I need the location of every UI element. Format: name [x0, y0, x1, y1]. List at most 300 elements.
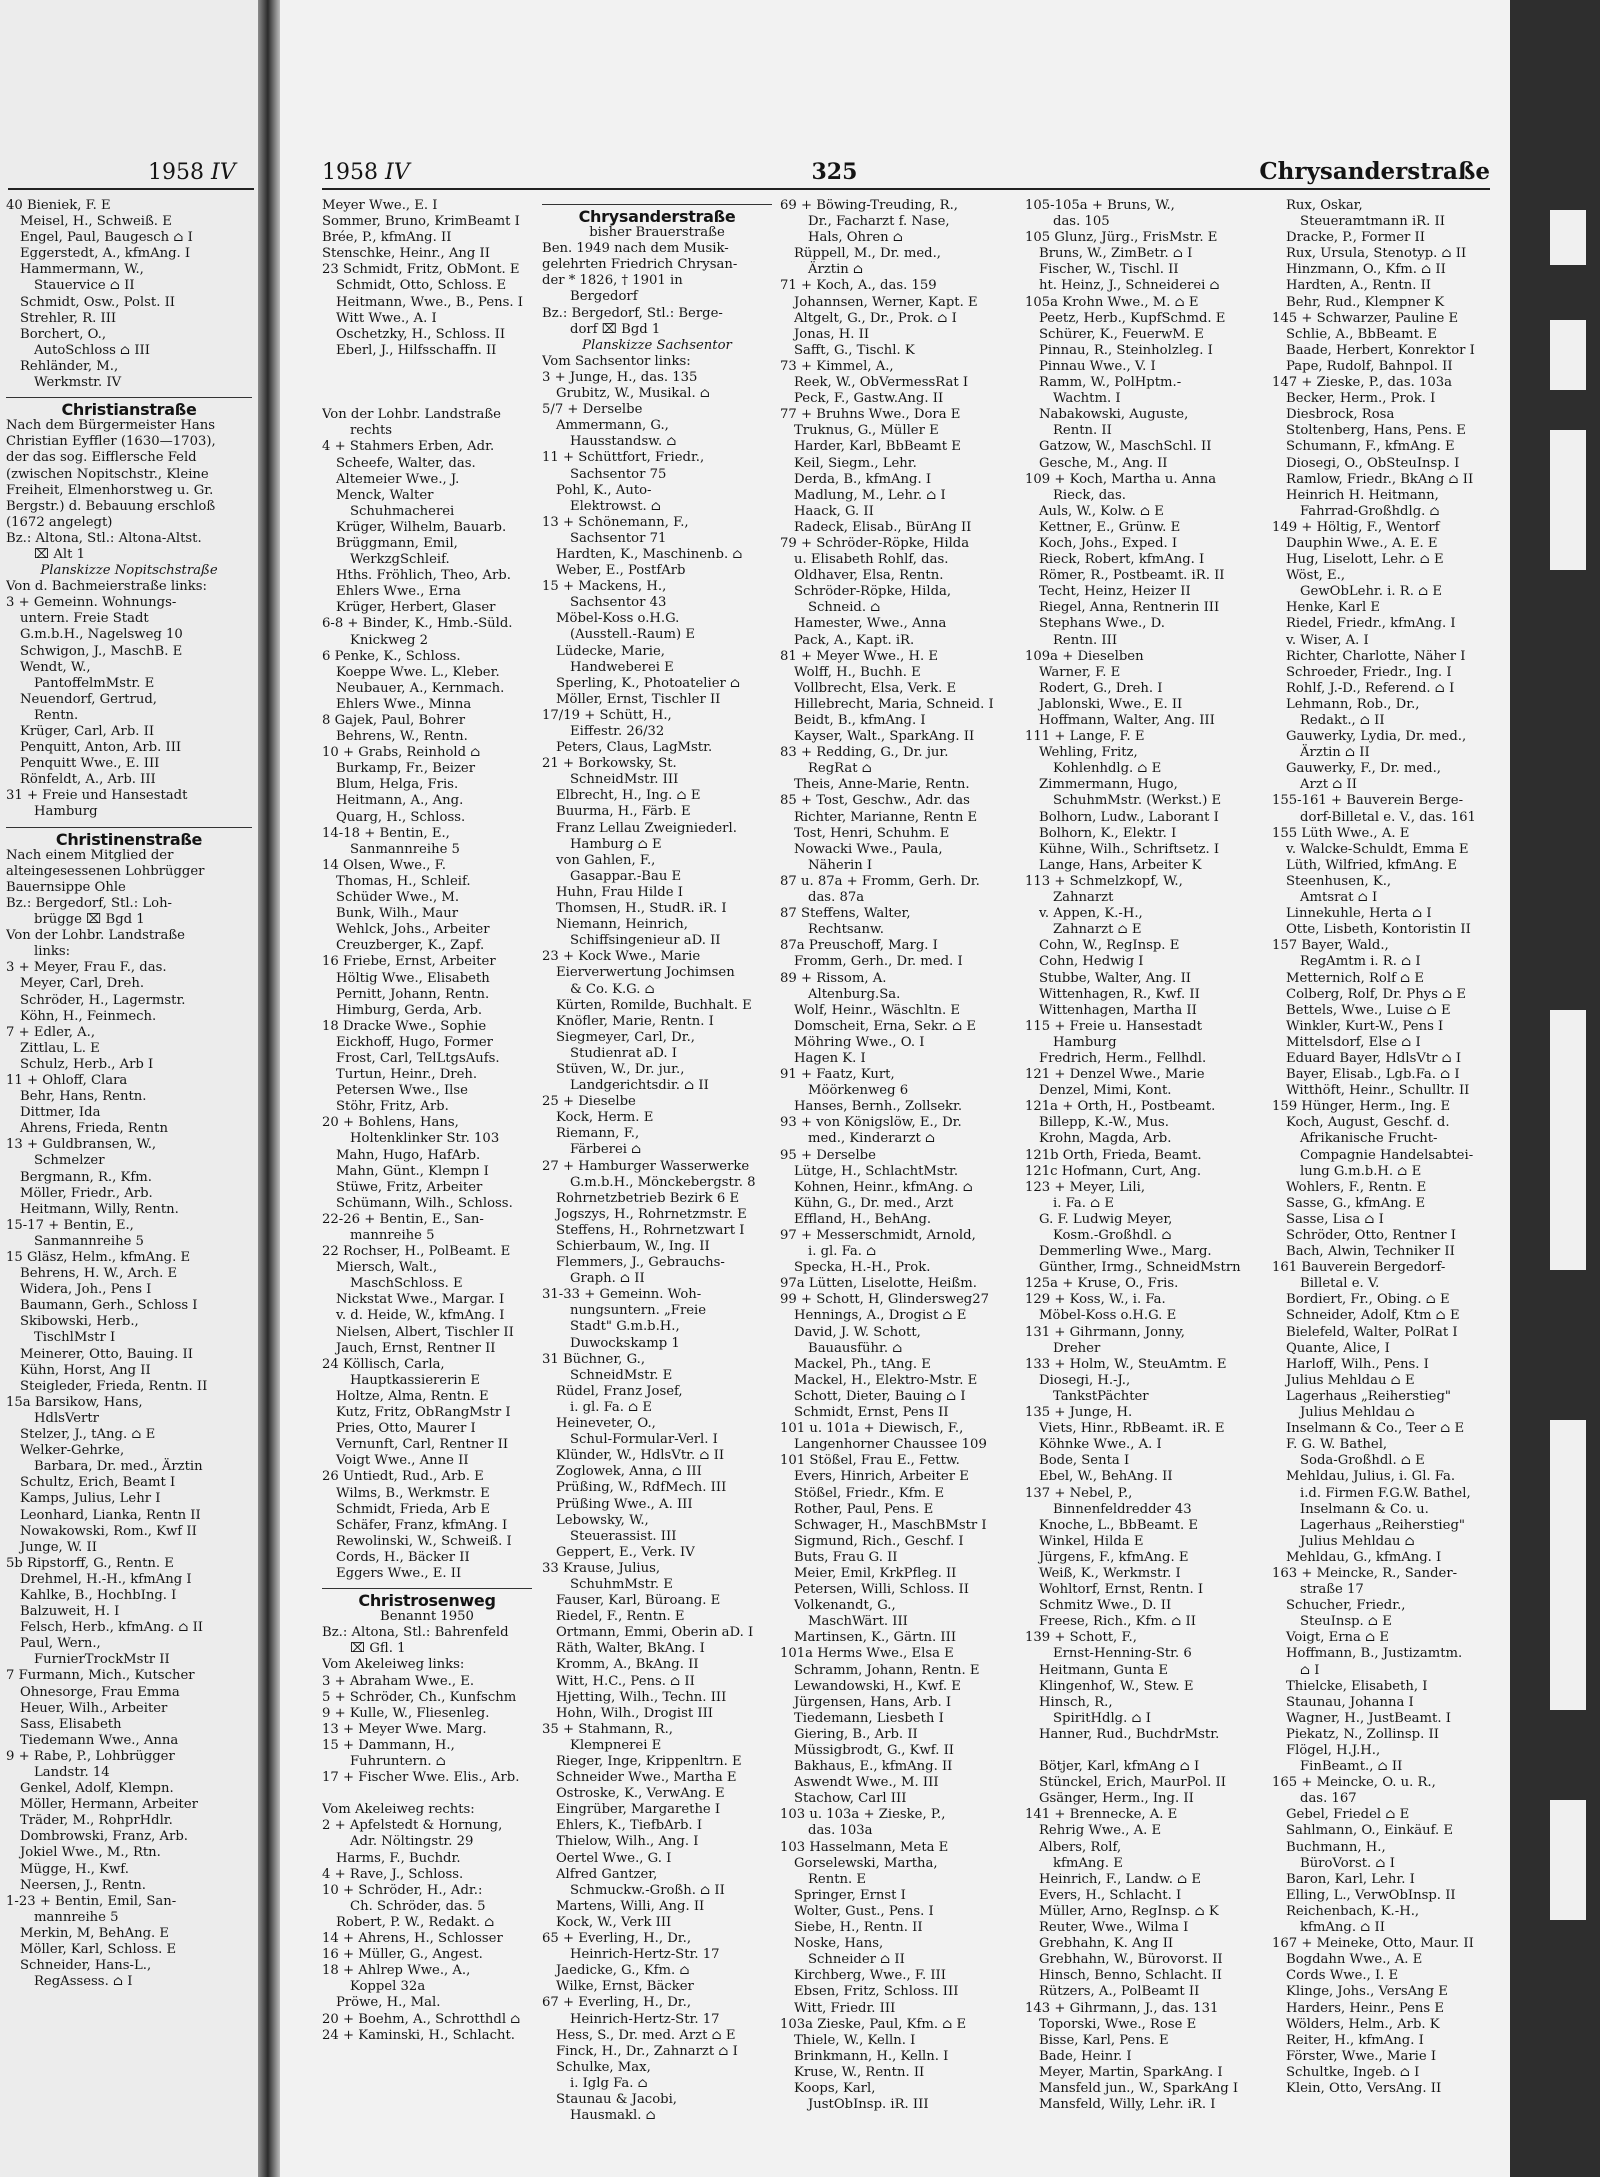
- directory-entry: Schneider, Hans-L.,: [20, 1958, 152, 1974]
- directory-entry: Otte, Lisbeth, Kontoristin II: [1286, 922, 1471, 938]
- directory-entry: Turtun, Heinr., Dreh.: [336, 1067, 478, 1083]
- directory-entry: Witthöft, Heinr., Schulltr. II: [1286, 1083, 1470, 1099]
- directory-entry: Harms, F., Buchdr.: [336, 1850, 461, 1866]
- directory-entry: Warner, F. E: [1039, 664, 1121, 680]
- directory-entry: Eduard Bayer, HdlsVtr ⌂ I: [1286, 1050, 1462, 1066]
- directory-entry: Baron, Karl, Lehr. I: [1286, 1871, 1415, 1887]
- directory-entry: Schmelzer: [34, 1153, 105, 1169]
- directory-entry: Eierverwertung Jochimsen: [556, 965, 735, 981]
- directory-entry: Neubauer, A., Kernmach.: [336, 680, 505, 696]
- directory-entry: 27 + Hamburger Wasserwerke: [542, 1158, 750, 1174]
- directory-entry: Elbrecht, H., Ing. ⌂ E: [556, 788, 701, 804]
- directory-column-3: [780, 198, 1015, 2163]
- directory-entry: 149 + Höltig, F., Wentorf: [1272, 519, 1440, 535]
- directory-entry: Bettels, Wwe., Luise ⌂ E: [1286, 1002, 1451, 1018]
- directory-entry: Hamburg: [34, 804, 98, 820]
- directory-entry: i.d. Firmen F.G.W. Bathel,: [1300, 1485, 1471, 1501]
- directory-entry: Mansfeld, Willy, Lehr. iR. I: [1039, 2097, 1216, 2113]
- directory-entry: Brüggmann, Emil,: [336, 535, 458, 551]
- directory-entry: 103 u. 103a + Zieske, P.,: [780, 1807, 946, 1823]
- directory-entry: Voigt Wwe., Anne II: [336, 1453, 469, 1469]
- directory-entry: Werkmstr. IV: [34, 375, 122, 391]
- directory-entry: kfmAng. E: [1053, 1855, 1123, 1871]
- directory-entry: Sasse, G., kfmAng. E: [1286, 1195, 1426, 1211]
- directory-entry: Pape, Rudolf, Bahnpol. II: [1286, 358, 1453, 374]
- directory-entry: Schneider Wwe., Martha E: [556, 1770, 737, 1786]
- directory-entry: Bogdahn Wwe., A. E: [1286, 1952, 1423, 1968]
- directory-entry: Hanner, Rud., BuchdrMstr.: [1039, 1726, 1220, 1742]
- directory-entry: HdlsVertr: [34, 1410, 99, 1426]
- directory-entry: Reichenbach, K.-H.,: [1286, 1903, 1420, 1919]
- directory-entry: & Co. K.G. ⌂: [570, 981, 655, 997]
- directory-entry: das. 105: [1053, 214, 1110, 230]
- directory-entry: Klein, Otto, VersAng. II: [1286, 2080, 1442, 2096]
- directory-entry: 15-17 + Bentin, E.,: [6, 1217, 134, 1233]
- directory-entry: Dreher: [1053, 1340, 1101, 1356]
- page-number: 325: [811, 159, 858, 185]
- directory-entry: Eingrüber, Margarethe I: [556, 1802, 721, 1818]
- directory-entry: Fahrrad-Großhdlg. ⌂: [1300, 503, 1440, 519]
- directory-entry: 137 + Nebel, P.,: [1025, 1485, 1133, 1501]
- directory-entry: Ch. Schröder, das. 5: [350, 1898, 486, 1914]
- directory-entry: Rechtsanw.: [808, 922, 884, 938]
- directory-entry: Ärztin ⌂: [808, 262, 864, 278]
- directory-entry: Gesche, M., Ang. II: [1039, 455, 1168, 471]
- directory-entry: Heuer, Wilh., Arbeiter: [20, 1700, 168, 1716]
- directory-entry: Steffens, H., Rohrnetzwart I: [556, 1222, 745, 1238]
- directory-entry: Bz.: Altona, Stl.: Bahrenfeld: [322, 1625, 509, 1641]
- directory-entry: Kohlenhdlg. ⌂ E: [1053, 761, 1162, 777]
- directory-entry: straße 17: [1300, 1582, 1364, 1598]
- directory-entry: Buchmann, H.,: [1286, 1839, 1386, 1855]
- directory-entry: Möbel-Koss o.H.G. E: [1039, 1308, 1177, 1324]
- directory-entry: Finck, H., Dr., Zahnarzt ⌂ I: [556, 2043, 738, 2059]
- directory-entry: Schulke, Max,: [556, 2059, 651, 2075]
- directory-entry: Ernst-Henning-Str. 6: [1053, 1646, 1192, 1662]
- directory-entry: dorf ⌧ Bgd 1: [570, 321, 661, 337]
- directory-entry: Dr., Facharzt f. Nase,: [808, 214, 950, 230]
- directory-entry: Behr, Rud., Klempner K: [1286, 294, 1445, 310]
- directory-entry: lung G.m.b.H. ⌂ E: [1300, 1163, 1422, 1179]
- directory-entry: Kettner, E., Grünw. E: [1039, 519, 1181, 535]
- directory-entry: Bergedorf: [570, 289, 638, 305]
- directory-entry: Handweberei E: [570, 659, 674, 675]
- directory-entry: Albers, Rolf,: [1039, 1839, 1122, 1855]
- directory-entry: Schultz, Erich, Beamt I: [20, 1475, 176, 1491]
- directory-entry: Möhring Wwe., O. I: [794, 1034, 925, 1050]
- directory-entry: Harloff, Wilh., Pens. I: [1286, 1356, 1429, 1372]
- directory-entry: Bach, Alwin, Techniker II: [1286, 1244, 1455, 1260]
- directory-entry: Schul-Formular-Verl. I: [570, 1432, 718, 1448]
- directory-entry: Strehler, R. III: [20, 310, 117, 326]
- directory-entry: 7 + Edler, A.,: [6, 1024, 96, 1040]
- directory-entry: Kromm, A., BkAng. II: [556, 1657, 699, 1673]
- directory-entry: das. 167: [1300, 1791, 1357, 1807]
- directory-entry: Niemann, Heinrich,: [556, 917, 688, 933]
- directory-entry: Bz.: Bergedorf, Stl.: Berge-: [542, 305, 723, 321]
- directory-entry: Mügge, H., Kwf.: [20, 1861, 129, 1877]
- street-note: bisher Brauerstraße: [589, 225, 725, 241]
- directory-entry: Julius Mehldau ⌂ E: [1286, 1372, 1415, 1388]
- directory-entry: Ebel, W., BehAng. II: [1039, 1469, 1173, 1485]
- directory-entry: Lüth, Wilfried, kfmAng. E: [1286, 857, 1458, 873]
- directory-entry: Möbel-Koss o.H.G.: [556, 611, 680, 627]
- directory-entry: das. 103a: [808, 1823, 873, 1839]
- directory-entry: Richter, Marianne, Rentn E: [794, 809, 978, 825]
- directory-entry: Diosegi, O., ObSteuInsp. I: [1286, 455, 1460, 471]
- directory-entry: Meyer, Martin, SparkAng. I: [1039, 2064, 1223, 2080]
- directory-entry: Miersch, Walt.,: [336, 1260, 438, 1276]
- directory-entry: Fromm, Gerh., Dr. med. I: [794, 954, 963, 970]
- directory-entry: Pernitt, Johann, Rentn.: [336, 986, 490, 1002]
- directory-entry: Schulz, Herb., Arb I: [20, 1056, 154, 1072]
- directory-entry: 15 + Mackens, H.,: [542, 579, 667, 595]
- directory-entry: Bolhorn, Ludw., Laborant I: [1039, 809, 1219, 825]
- directory-entry: Lebowsky, W.,: [556, 1512, 649, 1528]
- directory-entry: Schwigon, J., MaschB. E: [20, 643, 183, 659]
- directory-entry: BüroVorst. ⌂ I: [1300, 1855, 1395, 1871]
- directory-entry: Sigmund, Rich., Geschf. I: [794, 1533, 964, 1549]
- directory-entry: Koch, Johs., Exped. I: [1039, 535, 1178, 551]
- directory-entry: Pröwe, H., Mal.: [336, 1995, 441, 2011]
- directory-entry: F. G. W. Bathel,: [1286, 1437, 1388, 1453]
- directory-entry: Julius Mehldau ⌂: [1300, 1533, 1415, 1549]
- directory-entry: mannreihe 5: [350, 1228, 435, 1243]
- directory-entry: Koch, August, Geschf. d.: [1286, 1115, 1450, 1131]
- directory-entry: 11 + Schüttfort, Friedr.,: [542, 450, 705, 466]
- directory-entry: 17/19 + Schütt, H.,: [542, 707, 672, 723]
- directory-entry: der das sog. Eifflersche Feld: [6, 450, 197, 466]
- directory-entry: untern. Freie Stadt: [20, 611, 149, 627]
- directory-entry: Bisse, Karl, Pens. E: [1039, 2032, 1169, 2048]
- directory-entry: Fredrich, Herm., Fellhdl.: [1039, 1050, 1207, 1066]
- directory-entry: Hausstandsw. ⌂: [570, 434, 677, 450]
- directory-entry: mannreihe 5: [34, 1909, 119, 1925]
- directory-entry: Effland, H., BehAng.: [794, 1211, 932, 1227]
- directory-entry: Knöfler, Marie, Rentn. I: [556, 1013, 714, 1029]
- directory-entry: Bergstr.) d. Bebauung erschloß: [6, 498, 216, 514]
- directory-entry: Buurma, H., Färb. E: [556, 804, 691, 820]
- directory-entry: 14-18 + Bentin, E.,: [322, 825, 450, 841]
- directory-entry: SpiritHdlg. ⌂ I: [1053, 1710, 1151, 1726]
- directory-entry: 40 Bieniek, F. E: [6, 198, 111, 213]
- directory-entry: Harder, Karl, BbBeamt E: [794, 439, 961, 455]
- directory-entry: Freese, Rich., Kfm. ⌂ II: [1039, 1614, 1196, 1630]
- directory-entry: Rützers, A., PolBeamt II: [1039, 1984, 1200, 2000]
- directory-entry: Koeppe Wwe. L., Kleber.: [336, 664, 500, 680]
- directory-entry: 97 + Messerschmidt, Arnold,: [780, 1228, 976, 1243]
- directory-entry: Mahn, Hugo, HafArb.: [336, 1147, 481, 1163]
- directory-entry: Grebhahn, W., Bürovorst. II: [1039, 1952, 1223, 1968]
- directory-entry: Afrikanische Frucht-: [1300, 1131, 1438, 1147]
- directory-entry: Rüppell, M., Dr. med.,: [794, 246, 941, 262]
- directory-entry: ht. Heinz, J., Schneiderei ⌂: [1039, 278, 1220, 294]
- directory-entry: Riedel, Friedr., kfmAng. I: [1286, 616, 1456, 632]
- directory-entry: Siegmeyer, Carl, Dr.,: [556, 1029, 695, 1045]
- street-heading: Chrysanderstraße: [542, 204, 772, 225]
- directory-entry: 105a Krohn Wwe., M. ⌂ E: [1025, 294, 1199, 310]
- directory-entry: Rehländer, M.,: [20, 358, 119, 374]
- directory-entry: 101 u. 101a + Diewisch, F.,: [780, 1421, 964, 1437]
- directory-entry: Rentn. III: [1053, 632, 1118, 648]
- directory-entry: Kock, W., Verk III: [556, 1914, 672, 1930]
- directory-entry: Bode, Senta I: [1039, 1453, 1130, 1469]
- directory-entry: ⌧ Alt 1: [34, 546, 86, 562]
- directory-entry: 147 + Zieske, P., das. 103a: [1272, 375, 1452, 391]
- directory-entry: Koppel 32a: [350, 1979, 426, 1995]
- directory-entry: Demmerling Wwe., Marg.: [1039, 1244, 1212, 1260]
- directory-entry: 87 Steffens, Walter,: [780, 906, 911, 922]
- directory-entry: gelehrten Friedrich Chrysan-: [542, 257, 738, 273]
- directory-entry: Kürten, Romilde, Buchhalt. E: [556, 997, 752, 1013]
- directory-entry: Specka, H.-H., Prok.: [794, 1260, 931, 1276]
- directory-entry: David, J. W. Schott,: [794, 1324, 921, 1340]
- directory-entry: Jokiel Wwe., M., Rtn.: [20, 1845, 161, 1861]
- directory-entry: Meyer, Carl, Dreh.: [20, 976, 145, 992]
- directory-entry: 73 + Kimmel, A.,: [780, 358, 894, 374]
- directory-entry: Beidt, B., kfmAng. I: [794, 713, 926, 728]
- directory-entry: Bayer, Elisab., Lgb.Fa. ⌂ I: [1286, 1067, 1460, 1083]
- directory-entry: 16 + Müller, G., Angest.: [322, 1947, 483, 1963]
- directory-entry: 7 Furmann, Mich., Kutscher: [6, 1668, 195, 1684]
- directory-entry: 1-23 + Bentin, Emil, San-: [6, 1893, 177, 1909]
- directory-entry: Hamburg: [1053, 1034, 1117, 1050]
- directory-entry: 155-161 + Bauverein Berge-: [1272, 793, 1464, 809]
- directory-entry: 25 + Dieselbe: [542, 1094, 636, 1110]
- directory-entry: Nowacki Wwe., Paula,: [794, 841, 943, 857]
- directory-entry: Wohlers, F., Rentn. E: [1286, 1179, 1427, 1195]
- directory-entry: Schröder-Röpke, Hilda,: [794, 584, 952, 600]
- directory-entry: Sanmannreihe 5: [34, 1233, 144, 1249]
- directory-entry: Borchert, O.,: [20, 326, 107, 342]
- directory-entry: 31-33 + Gemeinn. Woh-: [542, 1287, 702, 1303]
- directory-entry: Bötjer, Karl, kfmAng ⌂ I: [1039, 1759, 1200, 1775]
- directory-entry: Bz.: Altona, Stl.: Altona-Altst.: [6, 530, 202, 546]
- directory-entry: Schlie, A., BbBeamt. E: [1286, 326, 1437, 342]
- directory-entry: (1672 angelegt): [6, 514, 113, 530]
- left-page-header: [8, 148, 254, 190]
- directory-entry: Möller, Hermann, Arbeiter: [20, 1797, 198, 1813]
- directory-entry: Flemmers, J., Gebrauchs-: [556, 1255, 725, 1271]
- directory-entry: Rux, Ursula, Stenotyp. ⌂ II: [1286, 246, 1467, 262]
- directory-entry: Penquitt, Anton, Arb. III: [20, 740, 182, 756]
- directory-entry: Billepp, K.-W., Mus.: [1039, 1115, 1169, 1131]
- directory-entry: Pries, Otto, Maurer I: [336, 1421, 476, 1437]
- directory-entry: Stauervice ⌂ II: [34, 278, 135, 294]
- directory-entry: i. Iglg Fa. ⌂: [570, 2075, 648, 2091]
- directory-entry: Viets, Hinr., RbBeamt. iR. E: [1039, 1421, 1225, 1437]
- directory-entry: Krüger, Herbert, Glaser: [336, 600, 496, 616]
- directory-entry: Rehrig Wwe., A. E: [1039, 1823, 1162, 1839]
- directory-entry: Kirchberg, Wwe., F. III: [794, 1968, 946, 1984]
- directory-entry: Schultke, Ingeb. ⌂ I: [1286, 2064, 1420, 2080]
- directory-entry: Oldhaver, Elsa, Rentn.: [794, 568, 944, 584]
- directory-entry: Stoltenberg, Hans, Pens. E: [1286, 423, 1466, 439]
- directory-entry: Mackel, H., Elektro-Mstr. E: [794, 1372, 978, 1388]
- directory-entry: Stubbe, Walter, Ang. II: [1039, 970, 1191, 986]
- directory-entry: Näherin I: [808, 857, 873, 873]
- directory-entry: Jaedicke, G., Kfm. ⌂: [556, 1963, 690, 1979]
- map-sketch-note: Planskizze Sachsentor: [582, 337, 732, 353]
- directory-entry: Meisel, H., Schweiß. E: [20, 214, 172, 230]
- directory-entry: Rodert, G., Dreh. I: [1039, 680, 1163, 696]
- directory-entry: Lagerhaus „Reiherstieg": [1286, 1388, 1451, 1404]
- directory-entry: Soda-Großhdl. ⌂ E: [1300, 1453, 1425, 1469]
- directory-entry: Radeck, Elisab., BürAng II: [794, 519, 972, 535]
- directory-entry: Peck, F., Gastw.Ang. II: [794, 391, 944, 407]
- directory-entry: Möörkenweg 6: [808, 1083, 909, 1099]
- street-note: Benannt 1950: [380, 1609, 474, 1625]
- directory-entry: Vernunft, Carl, Rentner II: [336, 1437, 509, 1453]
- directory-entry: 109a + Dieselben: [1025, 648, 1144, 664]
- directory-entry: Eberl, J., Hilfsschaffn. II: [336, 342, 497, 358]
- directory-entry: 143 + Gihrmann, J., das. 131: [1025, 2000, 1219, 2016]
- directory-entry: Wöst, E.,: [1286, 568, 1346, 584]
- directory-entry: Oertel Wwe., G. I: [556, 1850, 672, 1866]
- directory-entry: Rieger, Inge, Krippenltrn. E: [556, 1754, 742, 1769]
- directory-entry: Studienrat aD. I: [570, 1045, 677, 1061]
- directory-entry: Freiheit, Elmenhorstweg u. Gr.: [6, 482, 214, 498]
- directory-entry: Kayser, Walt., SparkAng. II: [794, 729, 975, 745]
- directory-entry: Gasappar.-Bau E: [570, 868, 682, 884]
- directory-entry: Sachsentor 75: [570, 466, 667, 482]
- directory-entry: Hamester, Wwe., Anna: [794, 616, 947, 632]
- directory-column-2: [542, 198, 772, 2163]
- directory-entry: 15 + Dammann, H.,: [322, 1737, 455, 1753]
- directory-entry: FurnierTrockMstr II: [34, 1652, 170, 1668]
- directory-entry: Stünckel, Erich, MaurPol. II: [1039, 1775, 1226, 1791]
- directory-entry: Lewandowski, H., Kwf. E: [794, 1678, 961, 1694]
- directory-entry: Vom Sachsentor links:: [542, 353, 691, 369]
- directory-entry: 22 Rochser, H., PolBeamt. E: [322, 1244, 511, 1260]
- directory-entry: Wittenhagen, R., Kwf. II: [1039, 986, 1200, 1002]
- directory-entry: Mittelsdorf, Else ⌂ I: [1286, 1034, 1421, 1050]
- directory-entry: Dauphin Wwe., A. E. E: [1286, 535, 1438, 551]
- directory-entry: Köhnke Wwe., A. I: [1039, 1437, 1162, 1453]
- directory-entry: 79 + Schröder-Röpke, Hilda: [780, 535, 970, 551]
- directory-entry: 155 Lüth Wwe., A. E: [1272, 825, 1410, 841]
- directory-entry: Dracke, P., Former II: [1286, 230, 1425, 246]
- directory-entry: Rüdel, Franz Josef,: [556, 1383, 683, 1399]
- street-heading: Christinenstraße: [6, 827, 252, 848]
- directory-entry: Elling, L., VerwObInsp. II: [1286, 1887, 1456, 1903]
- directory-entry: 13 + Schönemann, F.,: [542, 514, 689, 530]
- directory-entry: 65 + Everling, H., Dr.,: [542, 1931, 692, 1947]
- directory-entry: Junge, W. II: [20, 1539, 97, 1555]
- directory-entry: Winkel, Hilda E: [1039, 1533, 1144, 1549]
- directory-entry: 3 + Junge, H., das. 135: [542, 369, 698, 385]
- directory-entry: Riedel, F., Rentn. E: [556, 1609, 685, 1625]
- directory-entry: Kamps, Julius, Lehr I: [20, 1491, 161, 1507]
- directory-entry: Sachsentor 71: [570, 530, 667, 546]
- directory-entry: 103 Hasselmann, Meta E: [780, 1839, 949, 1855]
- directory-entry: 3 + Gemeinn. Wohnungs-: [6, 595, 177, 611]
- directory-entry: Tost, Henri, Schuhm. E: [794, 825, 950, 841]
- directory-entry: 165 + Meincke, O. u. R.,: [1272, 1775, 1436, 1791]
- directory-entry: Haack, G. II: [794, 503, 874, 519]
- blank-line: [322, 375, 532, 391]
- directory-entry: Martinsen, K., Gärtn. III: [794, 1630, 957, 1646]
- right-page: [280, 0, 1510, 2177]
- directory-entry: Witt, Friedr. III: [794, 2000, 896, 2016]
- directory-entry: 97a Lütten, Liselotte, Heißm.: [780, 1276, 977, 1292]
- directory-entry: Springer, Ernst I: [794, 1887, 906, 1903]
- directory-entry: Koops, Karl,: [794, 2080, 876, 2096]
- directory-entry: Safft, G., Tischl. K: [794, 342, 915, 358]
- directory-column-5: [1272, 198, 1504, 2163]
- directory-entry: Hardten, K., Maschinenb. ⌂: [556, 546, 743, 562]
- directory-entry: Jürgensen, Hans, Arb. I: [794, 1694, 952, 1710]
- directory-entry: Compagnie Handelsabtei-: [1300, 1147, 1474, 1163]
- directory-entry: Rentn. II: [1053, 423, 1112, 439]
- directory-entry: 91 + Faatz, Kurt,: [780, 1067, 895, 1083]
- directory-entry: Diesbrock, Rosa: [1286, 407, 1395, 423]
- directory-entry: 103a Zieske, Paul, Kfm. ⌂ E: [780, 2016, 967, 2032]
- directory-entry: 24 + Kaminski, H., Schlacht.: [322, 2027, 515, 2043]
- directory-entry: Noske, Hans,: [794, 1936, 884, 1952]
- directory-entry: Zahnarzt ⌂ E: [1053, 922, 1142, 938]
- directory-entry: 133 + Holm, W., SteuAmtm. E: [1025, 1356, 1227, 1372]
- directory-entry: 105 Glunz, Jürg., FrisMstr. E: [1025, 230, 1218, 246]
- directory-entry: Himburg, Gerda, Arb.: [336, 1002, 483, 1018]
- directory-entry: 16 Friebe, Ernst, Arbeiter: [322, 954, 496, 970]
- directory-entry: Meinerer, Otto, Bauing. II: [20, 1346, 193, 1362]
- directory-entry: 3 + Abraham Wwe., E.: [322, 1673, 475, 1689]
- directory-entry: 20 + Bohlens, Hans,: [322, 1115, 459, 1131]
- directory-entry: Schmidt, Ernst, Pens II: [794, 1405, 949, 1421]
- directory-entry: Bolhorn, K., Elektr. I: [1039, 825, 1177, 841]
- directory-entry: Lütge, H., SchlachtMstr.: [794, 1163, 959, 1179]
- directory-entry: 141 + Brennecke, A. E: [1025, 1807, 1178, 1823]
- directory-entry: Eiffestr. 26/32: [570, 724, 665, 739]
- directory-entry: Metternich, Rolf ⌂ E: [1286, 970, 1425, 986]
- directory-entry: Wittenhagen, Martha II: [1039, 1002, 1197, 1018]
- directory-entry: Schroeder, Friedr., Ing. I: [1286, 664, 1452, 680]
- directory-entry: 101a Herms Wwe., Elsa E: [780, 1646, 954, 1662]
- directory-entry: MaschWärt. III: [808, 1614, 908, 1630]
- directory-entry: Stelzer, J., tAng. ⌂ E: [20, 1427, 156, 1443]
- directory-entry: Kosm.-Großhdl. ⌂: [1053, 1228, 1172, 1243]
- directory-entry: Graph. ⌂ II: [570, 1271, 645, 1287]
- directory-entry: 145 + Schwarzer, Pauline E: [1272, 310, 1459, 326]
- directory-entry: Schümann, Wilh., Schloss.: [336, 1195, 513, 1211]
- directory-entry: Hillebrecht, Maria, Schneid. I: [794, 696, 994, 712]
- blank-line: [322, 391, 532, 407]
- directory-entry: Sahlmann, O., Einkäuf. E: [1286, 1823, 1454, 1839]
- directory-entry: Petersen Wwe., Ilse: [336, 1083, 468, 1099]
- directory-entry: 18 + Ahlrep Wwe., A.,: [322, 1963, 471, 1979]
- directory-entry: Kühn, Horst, Ang II: [20, 1362, 151, 1378]
- directory-entry: Hals, Ohren ⌂: [808, 230, 903, 246]
- directory-entry: Bauausführ. ⌂: [808, 1340, 903, 1356]
- directory-entry: Bauernsippe Ohle: [6, 879, 126, 895]
- directory-entry: Nielsen, Albert, Tischler II: [336, 1324, 514, 1340]
- directory-entry: Nickstat Wwe., Margar. I: [336, 1292, 505, 1308]
- directory-entry: 22-26 + Bentin, E., San-: [322, 1211, 484, 1227]
- directory-entry: 6-8 + Binder, K., Hmb.-Süld.: [322, 616, 513, 632]
- directory-entry: 10 + Schröder, H., Adr.:: [322, 1882, 483, 1898]
- directory-entry: Möller, Friedr., Arb.: [20, 1185, 153, 1201]
- directory-entry: 93 + von Königslöw, E., Dr.: [780, 1115, 962, 1131]
- directory-entry: Genkel, Adolf, Klempn.: [20, 1781, 174, 1797]
- directory-entry: Riemann, F.,: [556, 1126, 640, 1142]
- directory-entry: Gauwerky, Lydia, Dr. med.,: [1286, 729, 1467, 745]
- directory-entry: Welker-Gehrke,: [20, 1443, 125, 1459]
- directory-entry: Giering, B., Arb. II: [794, 1726, 918, 1742]
- directory-entry: 13 + Meyer Wwe. Marg.: [322, 1721, 487, 1737]
- directory-entry: 101 Stößel, Frau E., Fettw.: [780, 1453, 960, 1469]
- directory-entry: Bruns, W., ZimBetr. ⌂ I: [1039, 246, 1193, 262]
